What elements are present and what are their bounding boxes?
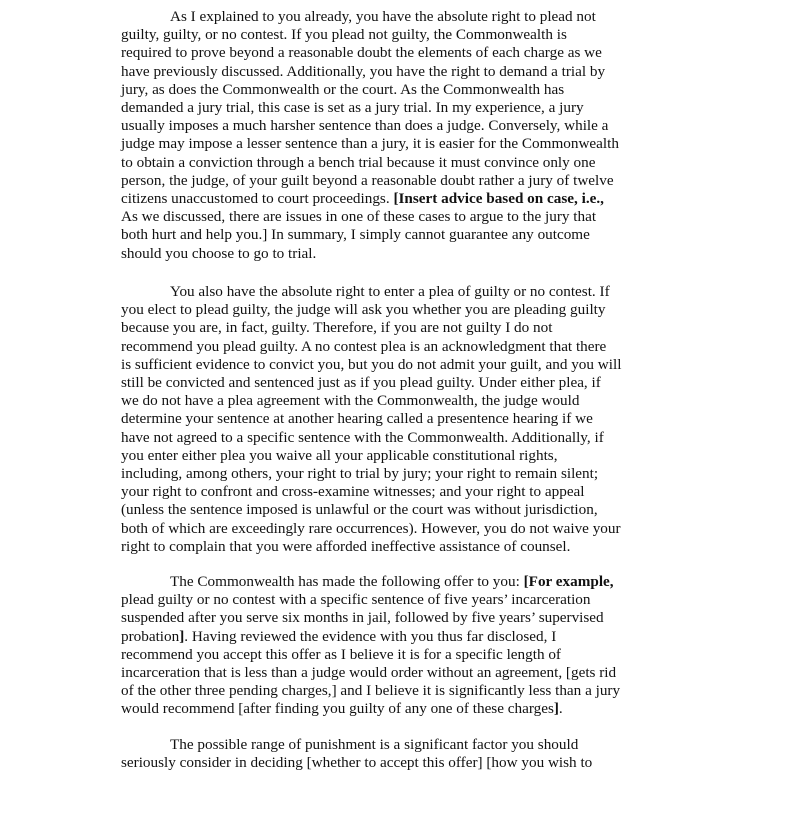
text-segment: both of which are exceedingly rare occurrences). However, you do not waive your (121, 519, 621, 537)
text-line (121, 520, 661, 538)
text-line (121, 736, 661, 754)
text-segment: you elect to plead guilty, the judge will ask you whether you are pleading guilty (121, 301, 606, 319)
text-line (121, 591, 661, 609)
text-line (121, 26, 661, 44)
text-segment: determine your sentence at another hearing called a presentence hearing if we (121, 410, 593, 428)
text-segment: recommend you accept this offer as I believe it is for a specific length of (121, 645, 561, 663)
text-line (121, 356, 661, 374)
text-line (121, 447, 661, 465)
text-line (121, 410, 661, 428)
text-line (121, 81, 661, 99)
text-line (121, 283, 661, 301)
text-segment: demanded a jury trial, this case is set as a jury trial. In my experience, a jury (121, 99, 584, 117)
text-line (121, 245, 661, 263)
text-segment: jury, as does the Commonwealth or the court. As the Commonwealth has (121, 80, 565, 98)
text-segment: is sufficient evidence to convict you, but you do not admit your guilt, and you will (121, 355, 622, 373)
text-line (121, 99, 661, 117)
text-segment: required to prove beyond a reasonable doubt the elements of each charge as we (121, 44, 602, 62)
text-segment: both hurt and help you.] In summary, I simply cannot guarantee any outcome (121, 226, 590, 244)
bold-text-segment: ] (179, 627, 185, 645)
bold-text-segment: ] (553, 700, 559, 718)
text-line (121, 429, 661, 447)
text-segment: to obtain a conviction through a bench trial because it must convince only one (121, 153, 596, 171)
text-line (121, 573, 661, 591)
text-line (121, 301, 661, 319)
paragraph-range-of-punishment (121, 736, 661, 772)
text-line (121, 664, 661, 682)
text-line (121, 700, 661, 718)
text-segment: plead guilty or no contest with a specific sentence of five years’ incarceration (121, 591, 591, 609)
text-segment: probation (121, 627, 180, 645)
text-line (121, 754, 661, 772)
text-segment: judge may impose a lesser sentence than a jury, it is easier for the Commonwealth (121, 135, 619, 153)
text-line (121, 63, 661, 81)
text-segment: have previously discussed. Additionally, you have the right to demand a trial by (121, 62, 606, 80)
text-segment: citizens unaccustomed to court proceedings. (121, 190, 394, 208)
text-segment: including, among others, your right to trial by jury; your right to remain silent; (121, 465, 599, 483)
text-line (121, 501, 661, 519)
paragraph-guilty-plea-rights (121, 283, 661, 556)
text-segment: your right to confront and cross-examine witnesses; and your right to appeal (121, 483, 585, 501)
text-segment: still be convicted and sentenced just as if you plead guilty. Under either plea, if (121, 374, 601, 392)
text-line (121, 465, 661, 483)
text-segment: recommend you plead guilty. A no contest plea is an acknowledgment that there (121, 337, 607, 355)
text-line (121, 135, 661, 153)
text-segment: should you choose to go to trial. (121, 244, 317, 262)
text-line (121, 374, 661, 392)
text-line (121, 319, 661, 337)
text-segment: suspended after you serve six months in jail, followed by five years’ supervised (121, 609, 604, 627)
text-segment: As we discussed, there are issues in one of these cases to argue to the jury that (121, 208, 597, 226)
text-segment: As I explained to you already, you have the absolute right to plead not (170, 8, 596, 25)
bold-text-segment: [Insert advice based on case, i.e., (393, 190, 604, 208)
text-line (121, 392, 661, 410)
text-line (121, 117, 661, 135)
text-segment: you enter either plea you waive all your applicable constitutional rights, (121, 446, 558, 464)
text-line (121, 609, 661, 627)
text-segment: The Commonwealth has made the following offer to you: (170, 573, 524, 590)
text-line (121, 483, 661, 501)
text-line (121, 208, 661, 226)
text-segment: of the other three pending charges,] and I believe it is significantly less than a jury (121, 682, 621, 700)
text-segment: right to complain that you were afforded ineffective assistance of counsel. (121, 537, 571, 555)
paragraph-commonwealth-offer (121, 573, 661, 719)
text-line (121, 646, 661, 664)
text-segment: The possible range of punishment is a significant factor you should (170, 736, 579, 753)
paragraph-right-to-plead (121, 8, 661, 263)
text-segment: . Having reviewed the evidence with you thus far disclosed, I (184, 627, 557, 645)
text-segment: have not agreed to a specific sentence with the Commonwealth. Additionally, if (121, 428, 604, 446)
text-segment: guilty, guilty, or no contest. If you plead not guilty, the Commonwealth is (121, 26, 567, 44)
text-segment: seriously consider in deciding [whether to accept this offer] [how you wish to (121, 754, 593, 772)
text-segment: usually imposes a much harsher sentence than does a judge. Conversely, while a (121, 117, 609, 135)
text-segment: person, the judge, of your guilt beyond a reasonable doubt rather a jury of twelve (121, 171, 614, 189)
text-line (121, 190, 661, 208)
text-segment: You also have the absolute right to enter a plea of guilty or no contest. If (170, 283, 610, 300)
text-segment: . (558, 700, 563, 718)
text-segment: we do not have a plea agreement with the Commonwealth, the judge would (121, 392, 580, 410)
text-segment: (unless the sentence imposed is unlawful or the court was without jurisdiction, (121, 501, 598, 519)
text-line (121, 8, 661, 26)
text-line (121, 538, 661, 556)
text-segment: because you are, in fact, guilty. Therefore, if you are not guilty I do not (121, 319, 553, 337)
text-line (121, 682, 661, 700)
text-segment: would recommend [after finding you guilty of any one of these charges (121, 700, 554, 718)
bold-text-segment: [For example, (523, 573, 614, 590)
text-line (121, 154, 661, 172)
text-segment: incarceration that is less than a judge would order without an agreement, [gets rid (121, 664, 617, 682)
text-line (121, 226, 661, 244)
text-line (121, 44, 661, 62)
text-line (121, 338, 661, 356)
text-line (121, 172, 661, 190)
text-line (121, 628, 661, 646)
